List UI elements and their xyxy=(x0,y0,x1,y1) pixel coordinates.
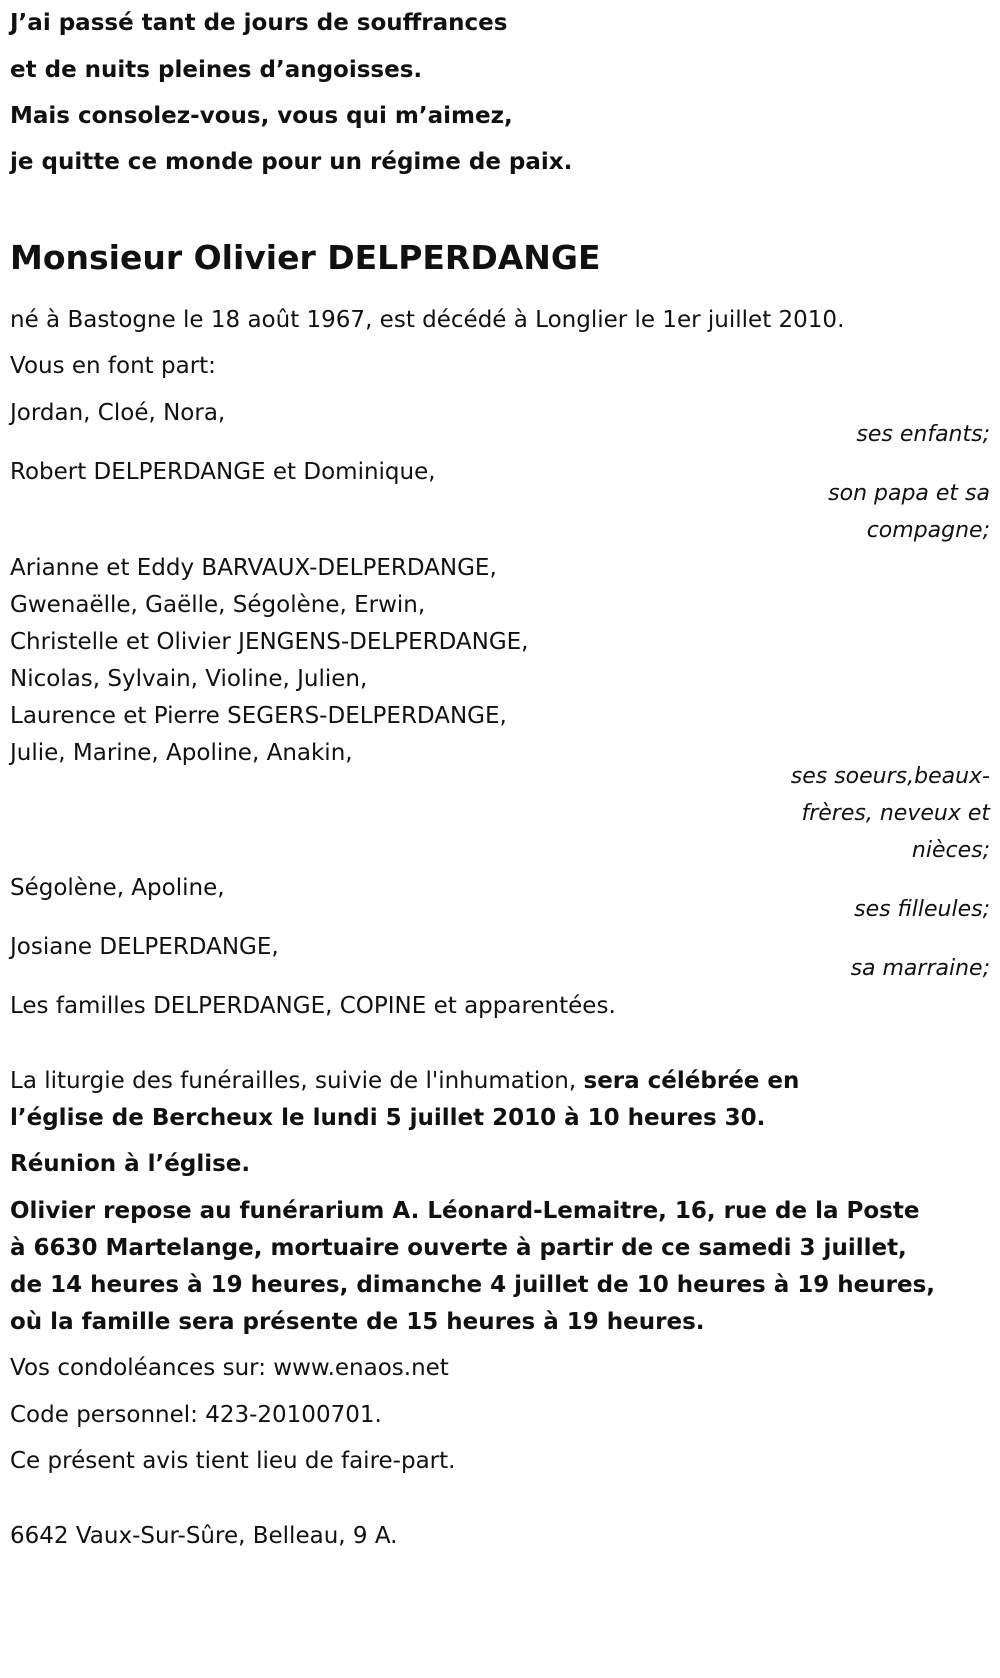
rest-line-1: Olivier repose au funérarium A. Léonard-Lemaitre, 16, rue de la Poste xyxy=(10,1198,920,1224)
siblings-role-line-1: ses soeurs,beaux- xyxy=(790,764,990,789)
poem-line-4: je quitte ce monde pour un régime de paix. xyxy=(10,149,573,175)
liturgy-bold-text: sera célébrée en xyxy=(583,1068,800,1094)
father-role-line-2: compagne; xyxy=(866,518,990,543)
siblings-role-line-2: frères, neveux et xyxy=(801,801,990,826)
siblings-line-3: Christelle et Olivier JENGENS-DELPERDANGE, xyxy=(10,629,529,655)
children-role: ses enfants; xyxy=(856,422,990,447)
siblings-line-6: Julie, Marine, Apoline, Anakin, xyxy=(10,740,353,766)
children-names: Jordan, Cloé, Nora, xyxy=(10,400,226,426)
poem-line-1: J’ai passé tant de jours de souffrances xyxy=(10,10,508,36)
siblings-line-1: Arianne et Eddy BARVAUX-DELPERDANGE, xyxy=(10,555,497,581)
goddaughters-role: ses filleules; xyxy=(854,897,990,922)
deceased-name: Monsieur Olivier DELPERDANGE xyxy=(10,238,601,277)
siblings-line-2: Gwenaëlle, Gaëlle, Ségolène, Erwin, xyxy=(10,592,426,618)
rest-line-3: de 14 heures à 19 heures, dimanche 4 juillet de 10 heures à 19 heures, xyxy=(10,1272,936,1298)
liturgy-line-1 xyxy=(10,1066,799,1096)
siblings-role-line-3: nièces; xyxy=(911,838,990,863)
father-role-line-1: son papa et sa xyxy=(828,481,990,506)
condolences-line: Vos condoléances sur: www.enaos.net xyxy=(10,1355,449,1381)
liturgy-line-2: l’église de Bercheux le lundi 5 juillet 2010 à 10 heures 30. xyxy=(10,1105,766,1131)
meeting-line: Réunion à l’église. xyxy=(10,1151,251,1177)
announce-intro: Vous en font part: xyxy=(10,353,216,379)
poem-line-3: Mais consolez-vous, vous qui m’aimez, xyxy=(10,103,513,129)
siblings-line-4: Nicolas, Sylvain, Violine, Julien, xyxy=(10,666,368,692)
poem-line-2: et de nuits pleines d’angoisses. xyxy=(10,57,423,83)
personal-code-line: Code personnel: 423-20100701. xyxy=(10,1402,382,1428)
goddaughters-names: Ségolène, Apoline, xyxy=(10,875,225,901)
notice-line: Ce présent avis tient lieu de faire-part. xyxy=(10,1448,456,1474)
father-names: Robert DELPERDANGE et Dominique, xyxy=(10,459,436,485)
liturgy-normal-text: La liturgie des funérailles, suivie de l'inhumation, xyxy=(10,1068,584,1094)
godmother-names: Josiane DELPERDANGE, xyxy=(10,934,279,960)
address-line: 6642 Vaux-Sur-Sûre, Belleau, 9 A. xyxy=(10,1523,398,1549)
birth-death-line: né à Bastogne le 18 août 1967, est décédé à Longlier le 1er juillet 2010. xyxy=(10,307,845,333)
rest-line-4: où la famille sera présente de 15 heures à 19 heures. xyxy=(10,1309,705,1335)
families-line: Les familles DELPERDANGE, COPINE et apparentées. xyxy=(10,993,616,1019)
rest-line-2: à 6630 Martelange, mortuaire ouverte à partir de ce samedi 3 juillet, xyxy=(10,1235,907,1261)
siblings-line-5: Laurence et Pierre SEGERS-DELPERDANGE, xyxy=(10,703,507,729)
godmother-role: sa marraine; xyxy=(850,956,990,981)
